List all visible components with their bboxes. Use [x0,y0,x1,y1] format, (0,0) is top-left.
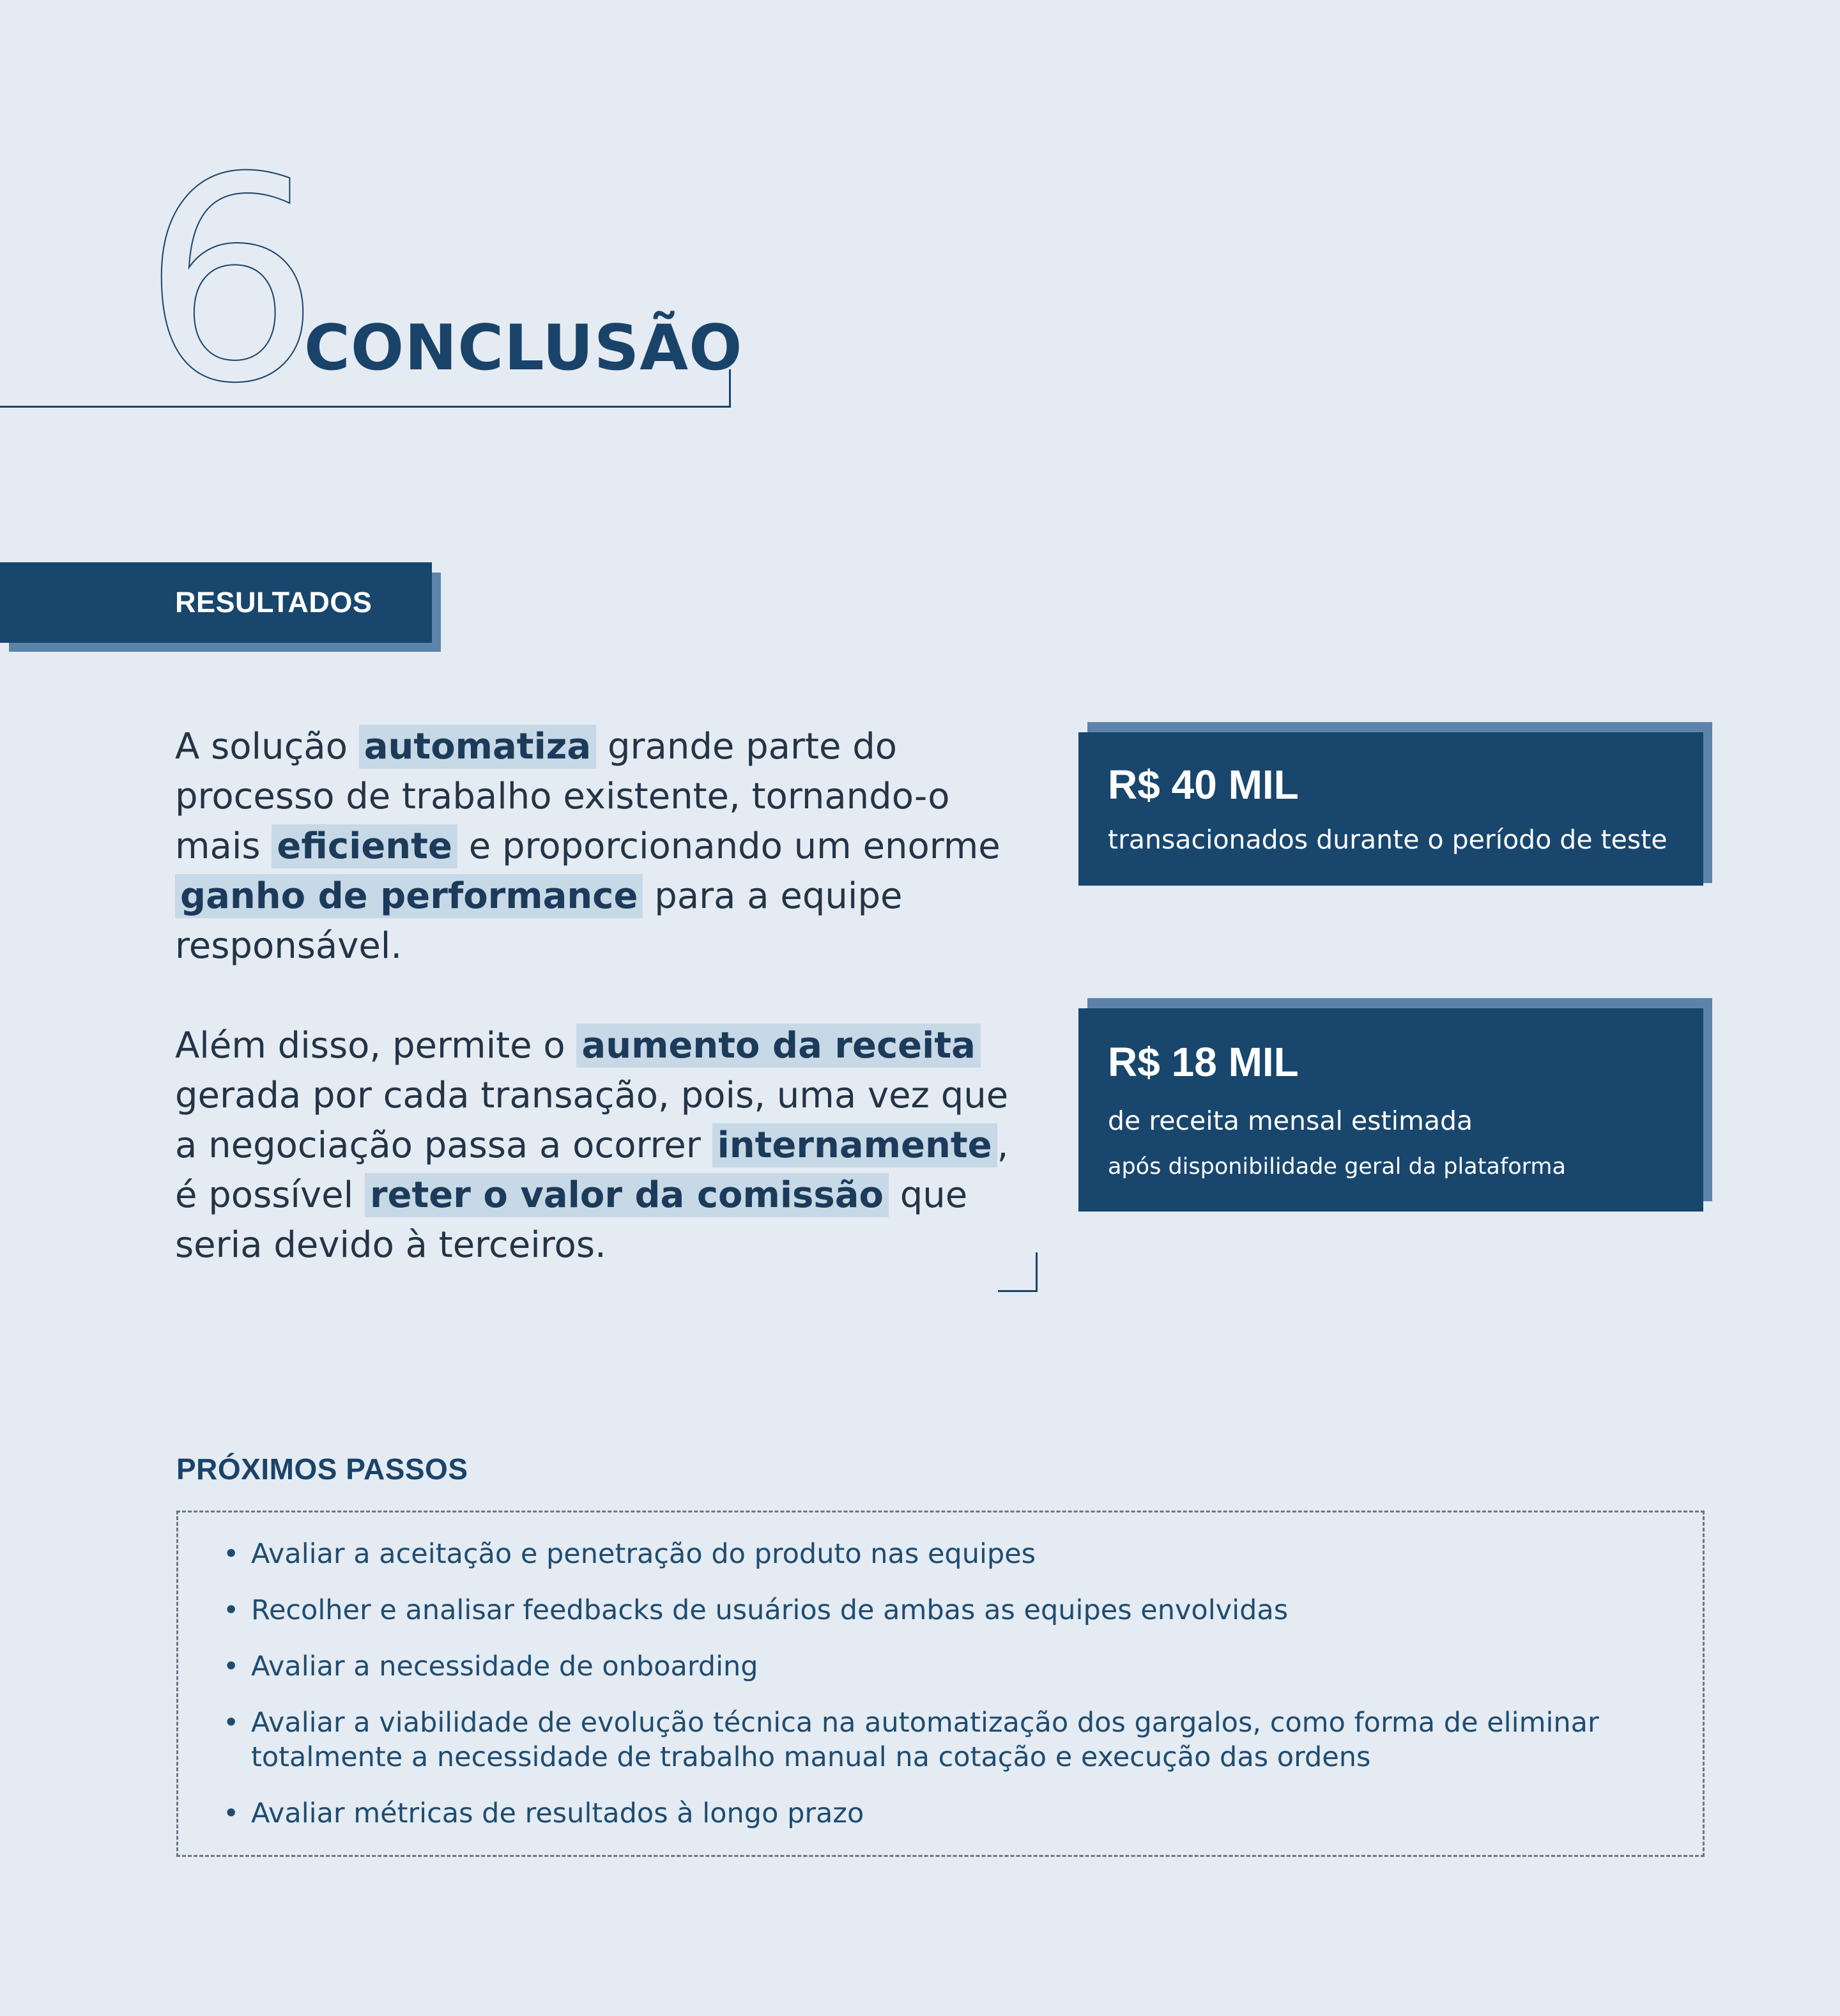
highlight-reter-o-valor: reter o valor da comissão [365,1173,889,1217]
next-steps-box [176,1511,1705,1857]
title-underline [0,369,731,408]
list-item-text: Avaliar a viabilidade de evolução técnica na automatização dos gargalos, como forma de eliminar totalmente a necessidade de trabalho manual na cotação e execução das ordens [251,1707,1599,1773]
bullet-icon: • [223,1594,240,1626]
list-item [223,1705,1664,1774]
bullet-icon: • [223,1797,240,1829]
stat-note: após disponibilidade geral da plataforma [1108,1154,1566,1180]
paragraph-text: , é possível [175,1125,1009,1216]
next-steps-title: PRÓXIMOS PASSOS [176,1452,468,1486]
highlight-eficiente: eficiente [272,824,457,868]
results-tag [0,562,432,643]
corner-decoration [998,1252,1038,1292]
bullet-icon: • [223,1538,240,1570]
stat-description: de receita mensal estimada [1108,1105,1473,1136]
paragraph-text: Além disso, permite o [175,1025,577,1066]
list-item [223,1796,1664,1831]
bullet-icon: • [223,1707,240,1739]
stat-card-monthly-revenue [1078,1008,1703,1212]
stat-value: R$ 40 MIL [1108,762,1299,808]
highlight-aumento-da-receita: aumento da receita [576,1024,981,1068]
results-paragraph-2 [175,1021,1031,1270]
list-item-text: Avaliar a aceitação e penetração do produto nas equipes [251,1538,1036,1570]
chapter-number [142,118,321,445]
highlight-internamente: internamente [712,1123,997,1167]
next-steps-list [178,1512,1703,1831]
chapter-number-text: 6 [142,118,321,445]
list-item [223,1537,1664,1571]
paragraph-text: e proporcionando um enorme [457,826,1000,867]
list-item-text: Avaliar métricas de resultados à longo prazo [251,1797,864,1829]
list-item-text: Recolher e analisar feedbacks de usuários de ambas as equipes envolvidas [251,1594,1289,1626]
page-title: CONCLUSÃO [304,312,743,385]
paragraph-text: grande parte do processo de trabalho existente, tornando-o mais [175,726,950,867]
list-item [223,1649,1664,1684]
highlight-automatiza: automatiza [359,725,596,769]
list-item-text: Avaliar a necessidade de onboarding [251,1651,758,1682]
stat-card-revenue-test [1078,732,1703,886]
stat-value: R$ 18 MIL [1108,1039,1299,1085]
paragraph-text: A solução [175,726,359,767]
paragraph-text: que seria devido à terceiros. [175,1174,968,1266]
results-paragraph-1 [175,722,1031,971]
paragraph-text: gerada por cada transação, pois, uma vez que a negociação passa a ocorrer [175,1075,1009,1166]
list-item [223,1593,1664,1627]
bullet-icon: • [223,1651,240,1682]
paragraph-text: para a equipe responsável. [175,875,903,967]
results-tag-label: RESULTADOS [175,586,372,619]
highlight-ganho-de-performance: ganho de performance [175,874,643,918]
stat-description: transacionados durante o período de teste [1108,824,1667,855]
